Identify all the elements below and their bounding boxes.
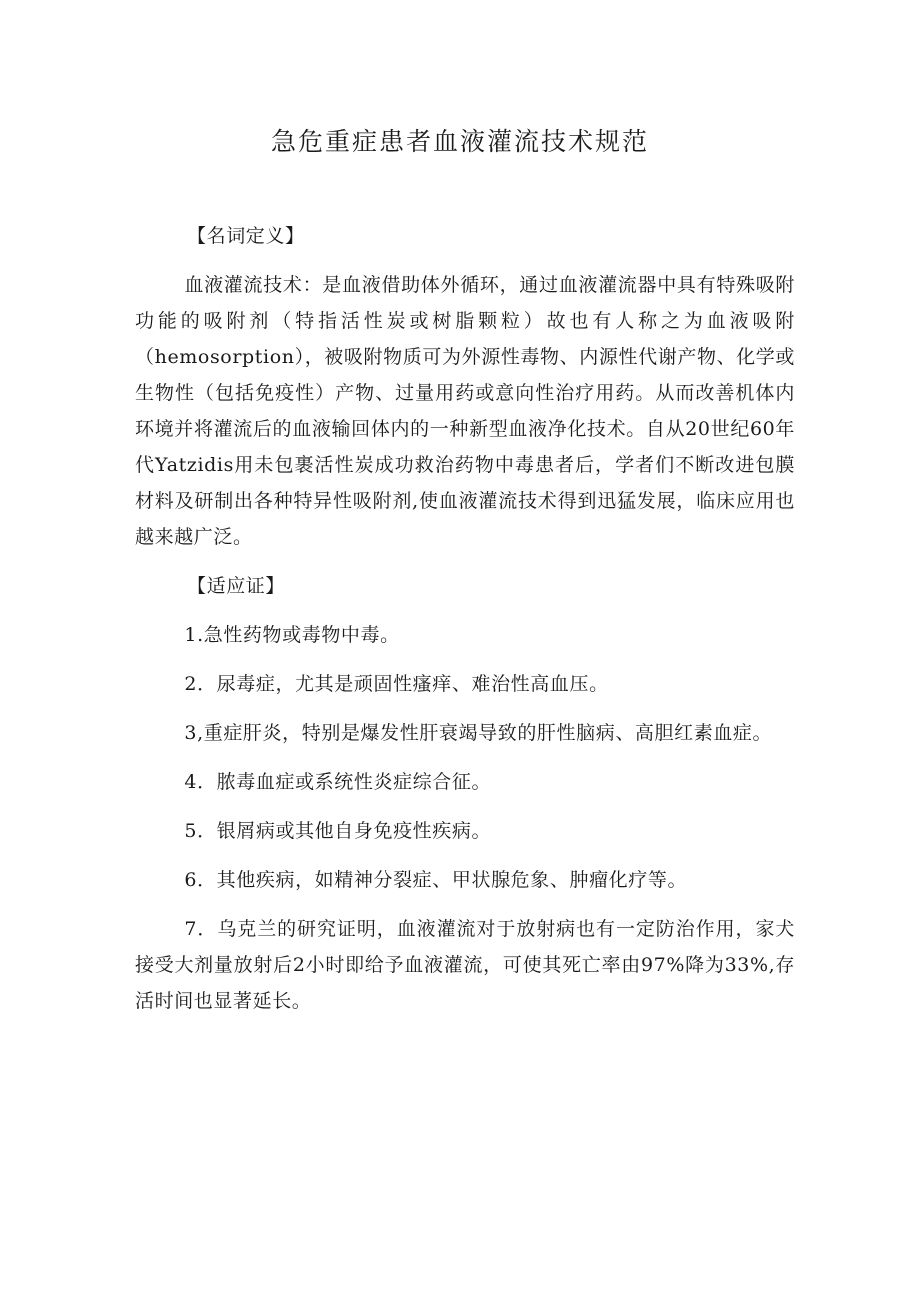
indication-item-6: 6．其他疾病，如精神分裂症、甲状腺危象、肿瘤化疗等。 xyxy=(184,869,688,891)
definition-paragraph: 血液灌流技术：是血液借助体外循环，通过血液灌流器中具有特殊吸附功能的吸附剂（特指活性炭或树脂颗粒）故也有人称之为血液吸附（hemosorption），被吸附物质可为外源性毒物、内源性代谢产物、化学或生物性（包括免疫性）产物、过量用药或意向性治疗用药。从而改善机体内环境并将灌流后的血液输回体内的一种新型血液净化技术。自从20世纪60年代Yatzidis用未包裹活性炭成功救治药物中毒患者后，学者们不断改进包膜材料及研制出各种特异性吸附剂,使血液灌流技术得到迅猛发展，临床应用也越来越广泛。 xyxy=(135,274,795,548)
indication-item-1: 1.急性药物或毒物中毒。 xyxy=(184,624,400,646)
indication-item-7: 7．乌克兰的研究证明，血液灌流对于放射病也有一定防治作用，家犬接受大剂量放射后2小时即给予血液灌流，可使其死亡率由97%降为33%,存活时间也显著延长。 xyxy=(135,918,795,1012)
indication-item-3: 3,重症肝炎，特别是爆发性肝衰竭导致的肝性脑病、高胆红素血症。 xyxy=(184,722,773,744)
definition-heading: 【名词定义】 xyxy=(187,225,305,247)
document-title: 急危重症患者血液灌流技术规范 xyxy=(270,127,649,156)
indication-item-2: 2．尿毒症，尤其是顽固性瘙痒、难治性高血压。 xyxy=(184,673,609,695)
indication-item-4: 4．脓毒血症或系统性炎症综合征。 xyxy=(184,771,492,793)
indication-item-5: 5．银屑病或其他自身免疫性疾病。 xyxy=(184,820,492,842)
indications-heading: 【适应证】 xyxy=(187,575,286,597)
document-body xyxy=(135,218,795,1019)
